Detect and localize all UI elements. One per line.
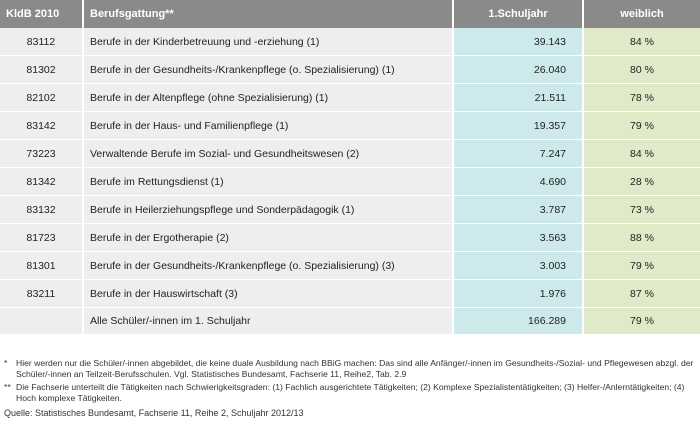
row-female: 73 % (584, 196, 700, 224)
row-female: 79 % (584, 112, 700, 140)
row-code: 83211 (0, 280, 84, 308)
row-name: Berufe in der Altenpflege (ohne Spezialisierung) (1) (84, 84, 454, 112)
row-code: 83142 (0, 112, 84, 140)
total-name: Alle Schüler/-innen im 1. Schuljahr (84, 308, 454, 335)
row-count: 1.976 (454, 280, 584, 308)
table-row (0, 252, 700, 280)
row-count: 21.511 (454, 84, 584, 112)
row-count: 39.143 (454, 28, 584, 56)
footnote-mark: * (4, 358, 8, 368)
row-count: 3.003 (454, 252, 584, 280)
row-code: 81301 (0, 252, 84, 280)
table-row (0, 112, 700, 140)
row-female: 79 % (584, 252, 700, 280)
footnotes (4, 358, 696, 419)
total-count: 166.289 (454, 308, 584, 335)
row-code: 81342 (0, 168, 84, 196)
row-code: 83112 (0, 28, 84, 56)
header-kldb: KldB 2010 (0, 0, 84, 28)
row-count: 3.787 (454, 196, 584, 224)
row-name: Berufe in der Hauswirtschaft (3) (84, 280, 454, 308)
footnote-text: Die Fachserie unterteilt die Tätigkeiten nach Schwierigkeitsgraden: (1) Fachlich ausgerichtete Tätigkeiten; (2) Komplexe Spezialistentätigkeiten; (3) Helfer-/Anlerntätigkeiten; (4) Hoch komplexe Tätigkeiten. (16, 382, 685, 403)
row-code: 82102 (0, 84, 84, 112)
row-female: 28 % (584, 168, 700, 196)
row-count: 19.357 (454, 112, 584, 140)
header-berufsgattung: Berufsgattung** (84, 0, 454, 28)
footnote-mark: ** (4, 382, 11, 392)
row-count: 26.040 (454, 56, 584, 84)
row-female: 80 % (584, 56, 700, 84)
row-name: Berufe in der Gesundheits-/Krankenpflege (o. Spezialisierung) (1) (84, 56, 454, 84)
row-name: Berufe in der Ergotherapie (2) (84, 224, 454, 252)
total-female: 79 % (584, 308, 700, 335)
table-row (0, 280, 700, 308)
row-female: 88 % (584, 224, 700, 252)
row-count: 3.563 (454, 224, 584, 252)
row-name: Berufe in der Haus- und Familienpflege (1) (84, 112, 454, 140)
table-row (0, 168, 700, 196)
row-count: 4.690 (454, 168, 584, 196)
row-name: Verwaltende Berufe im Sozial- und Gesundheitswesen (2) (84, 140, 454, 168)
total-code (0, 308, 84, 335)
header-weiblich: weiblich (584, 0, 700, 28)
source-note: Quelle: Statistisches Bundesamt, Fachserie 11, Reihe 2, Schuljahr 2012/13 (4, 408, 304, 418)
row-code: 81723 (0, 224, 84, 252)
row-name: Berufe in Heilerziehungspflege und Sonderpädagogik (1) (84, 196, 454, 224)
table-row (0, 224, 700, 252)
footnote-2 (4, 382, 696, 404)
row-code: 73223 (0, 140, 84, 168)
row-female: 84 % (584, 140, 700, 168)
row-female: 87 % (584, 280, 700, 308)
table-row (0, 196, 700, 224)
table-row (0, 56, 700, 84)
table-header-row (0, 0, 700, 28)
footnote-text: Hier werden nur die Schüler/-innen abgebildet, die keine duale Ausbildung nach BBiG machen: Das sind alle Anfänger/-innen im Gesundheits-/Sozial- und Pflegewesen abzgl. der Schüler/-innen an Teilzeit-Berufsschulen. Vgl. Statistisches Bundesamt, Fachserie 11, Reihe2, Tab. 2.9 (16, 358, 694, 379)
row-name: Berufe im Rettungsdienst (1) (84, 168, 454, 196)
row-code: 83132 (0, 196, 84, 224)
row-name: Berufe in der Kinderbetreuung und -erziehung (1) (84, 28, 454, 56)
total-row (0, 308, 700, 335)
table-row (0, 140, 700, 168)
footnote-1 (4, 358, 696, 380)
table-row (0, 28, 700, 56)
row-female: 84 % (584, 28, 700, 56)
row-count: 7.247 (454, 140, 584, 168)
row-female: 78 % (584, 84, 700, 112)
table-row (0, 84, 700, 112)
row-name: Berufe in der Gesundheits-/Krankenpflege (o. Spezialisierung) (3) (84, 252, 454, 280)
header-schuljahr: 1.Schuljahr (454, 0, 584, 28)
row-code: 81302 (0, 56, 84, 84)
